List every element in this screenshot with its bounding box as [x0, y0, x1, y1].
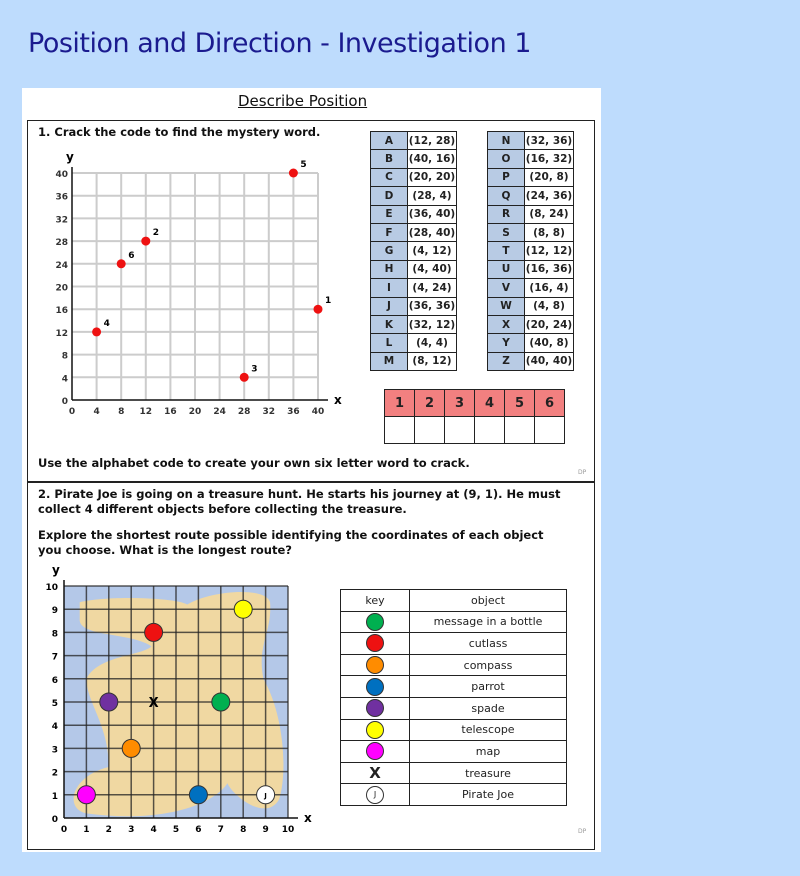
point-label: 4 [103, 318, 110, 329]
y-tick-label: 28 [55, 238, 68, 249]
code-coordinate: (4, 12) [408, 242, 457, 260]
x-tick-label: 1 [83, 825, 90, 835]
answer-cell[interactable] [415, 417, 445, 444]
y-tick-label: 5 [51, 699, 58, 709]
x-tick-label: 0 [60, 825, 68, 835]
answer-cell[interactable] [475, 417, 505, 444]
x-tick-label: 24 [213, 407, 226, 417]
code-coordinate: (28, 40) [408, 223, 457, 241]
point-2 [141, 237, 150, 246]
y-tick-label: 20 [55, 283, 68, 294]
x-tick-label: 2 [105, 825, 112, 835]
code-row [371, 297, 457, 315]
y-tick-label: 8 [61, 351, 68, 362]
code-row [488, 150, 574, 168]
code-letter: U [488, 260, 525, 278]
key-symbol [341, 762, 410, 784]
code-letter: T [488, 242, 525, 260]
x-tick-label: 10 [281, 825, 295, 835]
code-row [488, 242, 574, 260]
code-letter: Q [488, 187, 525, 205]
code-row [488, 132, 574, 150]
y-tick-label: 4 [61, 374, 68, 385]
key-table [340, 589, 567, 806]
code-coordinate: (16, 4) [525, 279, 574, 297]
code-row [488, 334, 574, 352]
key-object: parrot [410, 676, 567, 698]
code-row [371, 132, 457, 150]
code-coordinate: (40, 40) [525, 352, 574, 370]
code-table-left [370, 131, 457, 371]
question-2-task: Explore the shortest route possible identifying the coordinates of each object you choose. What is the longest route? [38, 528, 544, 557]
y-tick-label: 16 [55, 306, 68, 317]
code-coordinate: (36, 36) [408, 297, 457, 315]
code-row [488, 260, 574, 278]
code-row [371, 187, 457, 205]
y-axis-label: y [52, 563, 60, 577]
y-tick-label: 32 [55, 215, 68, 226]
key-header: key [341, 590, 410, 612]
code-coordinate: (24, 36) [525, 187, 574, 205]
x-tick-label: 3 [128, 825, 135, 835]
code-letter: O [488, 150, 525, 168]
x-tick-label: 6 [195, 825, 202, 835]
x-tick-label: 5 [172, 825, 180, 835]
code-row [371, 242, 457, 260]
x-tick-label: 20 [188, 407, 202, 417]
x-tick-label: 16 [164, 407, 177, 417]
point-label: 6 [128, 250, 135, 261]
key-row [341, 633, 567, 655]
answer-cell[interactable] [385, 417, 415, 444]
point-5 [289, 169, 298, 178]
treasure-x-icon: X [369, 764, 381, 783]
code-coordinate: (16, 36) [525, 260, 574, 278]
code-coordinate: (4, 4) [408, 334, 457, 352]
y-tick-label: 10 [45, 583, 58, 593]
code-letter: P [488, 168, 525, 186]
dp-mark: DP [578, 469, 587, 476]
code-coordinate: (4, 24) [408, 279, 457, 297]
code-row [488, 168, 574, 186]
object-header: object [410, 590, 567, 612]
question-1-prompt: 1. Crack the code to find the mystery word. [38, 125, 321, 139]
x-tick-label: 28 [237, 407, 251, 417]
code-coordinate: (20, 20) [408, 168, 457, 186]
treasure-label: X [148, 696, 159, 711]
key-swatch-icon [366, 634, 384, 652]
key-swatch-icon [366, 699, 384, 717]
key-object: Pirate Joe [410, 784, 567, 806]
code-row [371, 260, 457, 278]
code-coordinate: (40, 8) [525, 334, 574, 352]
x-tick-label: 4 [93, 407, 100, 417]
code-letter: N [488, 132, 525, 150]
x-tick-label: 4 [150, 825, 157, 835]
code-row [371, 279, 457, 297]
key-row [341, 654, 567, 676]
key-row [341, 741, 567, 763]
point-1 [314, 305, 323, 314]
key-swatch-icon [366, 742, 384, 760]
y-tick-label: 36 [55, 192, 68, 203]
key-symbol [341, 654, 410, 676]
point-label: 1 [325, 296, 332, 307]
key-row [341, 611, 567, 633]
code-letter: S [488, 223, 525, 241]
code-letter: G [371, 242, 408, 260]
code-letter: E [371, 205, 408, 223]
point-label: 2 [152, 228, 160, 239]
code-letter: B [371, 150, 408, 168]
code-letter: R [488, 205, 525, 223]
key-swatch-icon [366, 678, 384, 696]
code-letter: L [371, 334, 408, 352]
y-tick-label: 9 [51, 606, 58, 617]
key-symbol [341, 784, 410, 806]
key-object: spade [410, 697, 567, 719]
y-tick-label: 4 [51, 722, 58, 733]
x-tick-label: 9 [262, 825, 269, 835]
answer-number: 1 [385, 390, 415, 417]
point-label: 5 [300, 160, 307, 170]
y-tick-label: 8 [51, 629, 58, 640]
code-letter: M [371, 352, 408, 370]
key-symbol [341, 741, 410, 763]
x-tick-label: 36 [287, 407, 300, 417]
code-letter: V [488, 279, 525, 297]
x-tick-label: 12 [139, 407, 153, 417]
key-object: compass [410, 654, 567, 676]
key-swatch-icon [366, 721, 384, 739]
question-2-text: 2. Pirate Joe is going on a treasure hunt. He starts his journey at (9, 1). He must collect 4 different objects before collecting the treasure. [38, 487, 561, 516]
code-coordinate: (12, 12) [525, 242, 574, 260]
y-tick-label: 6 [51, 675, 58, 686]
key-symbol [341, 611, 410, 633]
code-row [488, 205, 574, 223]
dp-mark-2: DP [578, 828, 587, 835]
page-title: Position and Direction - Investigation 1 [28, 28, 531, 59]
x-tick-label: 40 [311, 407, 325, 417]
key-row [341, 784, 567, 806]
answer-cell[interactable] [445, 417, 475, 444]
point-3 [240, 373, 249, 382]
key-symbol [341, 719, 410, 741]
key-symbol [341, 676, 410, 698]
code-coordinate: (8, 24) [525, 205, 574, 223]
code-coordinate: (12, 28) [408, 132, 457, 150]
code-row [488, 279, 574, 297]
code-letter: F [371, 223, 408, 241]
code-coordinate: (4, 40) [408, 260, 457, 278]
code-coordinate: (8, 12) [408, 352, 457, 370]
code-row [371, 150, 457, 168]
key-row [341, 719, 567, 741]
x-tick-label: 0 [68, 407, 76, 417]
code-letter: D [371, 187, 408, 205]
y-tick-label: 2 [51, 768, 58, 779]
y-tick-label: 24 [55, 260, 68, 271]
y-tick-label: 0 [51, 815, 58, 825]
code-coordinate: (32, 36) [525, 132, 574, 150]
answer-number: 2 [415, 390, 445, 417]
code-coordinate: (16, 32) [525, 150, 574, 168]
answer-cell[interactable] [505, 417, 535, 444]
code-row [371, 168, 457, 186]
key-object: telescope [410, 719, 567, 741]
point-label: 3 [251, 364, 258, 375]
code-letter: I [371, 279, 408, 297]
code-letter: X [488, 315, 525, 333]
key-swatch-icon [366, 656, 384, 674]
worksheet-title: Describe Position [238, 92, 368, 110]
code-letter: H [371, 260, 408, 278]
y-tick-label: 0 [61, 397, 68, 407]
answer-number: 5 [505, 390, 535, 417]
code-coordinate: (20, 24) [525, 315, 574, 333]
code-letter: J [371, 297, 408, 315]
code-letter: Z [488, 352, 525, 370]
code-row [488, 297, 574, 315]
code-row [488, 352, 574, 370]
key-row [341, 697, 567, 719]
key-object: treasure [410, 762, 567, 784]
x-axis-label: x [304, 811, 312, 825]
code-row [371, 334, 457, 352]
key-row [341, 762, 567, 784]
code-letter: A [371, 132, 408, 150]
code-coordinate: (40, 16) [408, 150, 457, 168]
code-coordinate: (32, 12) [408, 315, 457, 333]
code-letter: K [371, 315, 408, 333]
code-row [488, 315, 574, 333]
key-swatch-icon: J [366, 786, 384, 804]
code-row [488, 223, 574, 241]
point-6 [117, 259, 126, 268]
key-symbol [341, 697, 410, 719]
key-object: cutlass [410, 633, 567, 655]
y-axis-label: y [66, 150, 74, 164]
x-tick-label: 8 [118, 407, 125, 417]
x-tick-label: 7 [217, 825, 224, 835]
answer-number: 6 [535, 390, 565, 417]
code-coordinate: (20, 8) [525, 168, 574, 186]
x-tick-label: 32 [262, 407, 276, 417]
code-letter: Y [488, 334, 525, 352]
code-row [371, 205, 457, 223]
code-coordinate: (28, 4) [408, 187, 457, 205]
code-coordinate: (4, 8) [525, 297, 574, 315]
answer-number: 4 [475, 390, 505, 417]
key-object: map [410, 741, 567, 763]
code-row [371, 315, 457, 333]
y-tick-label: 1 [51, 791, 58, 802]
code-row [371, 352, 457, 370]
code-table-right [487, 131, 574, 371]
Pirate-Joe-label: J [264, 791, 267, 800]
answer-number: 3 [445, 390, 475, 417]
code-letter: C [371, 168, 408, 186]
x-axis-label: x [334, 393, 342, 407]
y-tick-label: 7 [51, 652, 58, 663]
question-1-footer: Use the alphabet code to create your own six letter word to crack. [38, 456, 470, 470]
y-tick-label: 12 [55, 328, 68, 339]
y-tick-label: 40 [55, 170, 68, 180]
x-tick-label: 8 [240, 825, 247, 835]
code-coordinate: (36, 40) [408, 205, 457, 223]
point-4 [92, 327, 101, 336]
key-symbol [341, 633, 410, 655]
code-coordinate: (8, 8) [525, 223, 574, 241]
y-tick-label: 3 [51, 745, 58, 756]
key-row [341, 676, 567, 698]
key-object: message in a bottle [410, 611, 567, 633]
code-row [371, 223, 457, 241]
answer-cell[interactable] [535, 417, 565, 444]
code-row [488, 187, 574, 205]
code-letter: W [488, 297, 525, 315]
answer-table [384, 389, 565, 444]
key-swatch-icon [366, 613, 384, 631]
